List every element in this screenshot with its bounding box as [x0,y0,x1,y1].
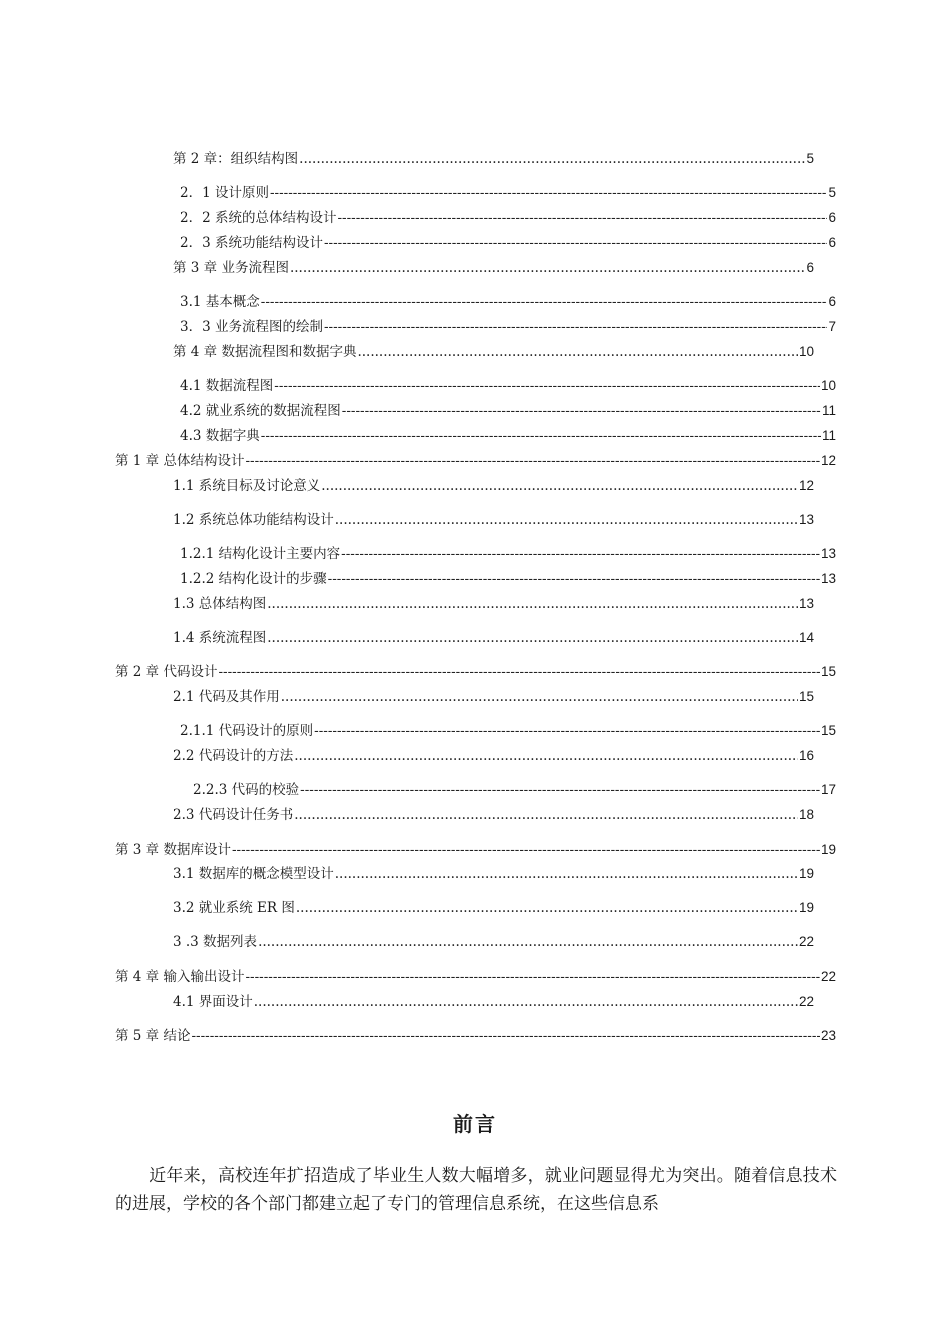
toc-entry-page: 15 [798,689,814,704]
toc-entry-page: 15 [820,723,836,738]
toc-entry[interactable] [115,841,836,859]
toc-entry-label: 3.2 就业系统 ER 图 [173,900,295,916]
toc-entry[interactable] [173,688,814,706]
toc-entry-label: 第 5 章 结论 [115,1028,191,1044]
toc-entry-page: 5 [806,151,814,166]
toc-entry-page: 10 [820,378,836,393]
toc-entry[interactable] [193,781,836,799]
toc-entry[interactable] [173,343,814,361]
toc-entry-label: 4.2 就业系统的数据流程图 [180,403,341,419]
toc-entry[interactable] [173,259,814,277]
toc-entry-label: 第 3 章 业务流程图 [173,260,289,276]
toc-entry-label: 1.2.2 结构化设计的步骤 [180,571,327,587]
toc-entry-page: 23 [820,1028,836,1043]
toc-entry-page: 10 [798,344,814,359]
toc-entry-label: 3．3 业务流程图的绘制 [180,319,323,335]
preface-paragraph [115,1162,837,1218]
toc-entry-page: 6 [806,260,814,275]
toc-entry-label: 第 4 章 输入输出设计 [115,969,245,985]
toc-entry-label: 2．3 系统功能结构设计 [180,235,323,251]
toc-entry-page: 18 [798,807,814,822]
toc-entry[interactable] [173,899,814,917]
toc-entry[interactable] [173,865,814,883]
toc-entry-label: 2.3 代码设计任务书 [173,807,294,823]
toc-entry[interactable] [180,293,836,311]
toc-entry-page: 6 [828,294,836,309]
toc-entry-page: 6 [828,235,836,250]
toc-entry-label: 第 1 章 总体结构设计 [115,453,245,469]
toc-entry-page: 22 [798,934,814,949]
toc-entry[interactable] [180,318,836,336]
toc-entry[interactable] [173,993,814,1011]
toc-entry[interactable] [173,595,814,613]
toc-entry[interactable] [115,452,836,470]
toc-entry[interactable] [115,968,836,986]
toc-entry-label: 1.3 总体结构图 [173,596,267,612]
toc-entry-page: 11 [821,403,836,418]
toc-entry-page: 6 [828,210,836,225]
toc-entry-label: 2．2 系统的总体结构设计 [180,210,337,226]
toc-entry[interactable] [180,402,836,420]
toc-entry[interactable] [180,209,836,227]
toc-entry[interactable] [180,184,836,202]
toc-entry[interactable] [173,933,814,951]
toc-entry-label: 第 2 章：组织结构图 [173,151,299,167]
toc-entry-label: 1.4 系统流程图 [173,630,267,646]
toc-entry[interactable] [115,1027,836,1045]
toc-entry-label: 2.2.3 代码的校验 [193,782,300,798]
toc-entry[interactable] [173,150,814,168]
toc-entry-page: 17 [820,782,836,797]
preface-text: 近年来，高校连年扩招造成了毕业生人数大幅增多，就业问题显得尤为突出。随着信息技术的进展，学校的各个部门都建立起了专门的管理信息系统，在这些信息系 [115,1166,837,1214]
toc-entry-page: 16 [798,748,814,763]
toc-entry[interactable] [180,570,836,588]
toc-entry[interactable] [180,722,836,740]
toc-entry-page: 15 [820,664,836,679]
toc-entry-page: 12 [798,478,814,493]
toc-entry-label: 第 4 章 数据流程图和数据字典 [173,344,357,360]
toc-entry-label: 4.3 数据字典 [180,428,260,444]
toc-entry-label: 1.2.1 结构化设计主要内容 [180,546,341,562]
toc-entry-label: 1.1 系统目标及讨论意义 [173,478,321,494]
toc-entry-label: 2.2 代码设计的方法 [173,748,294,764]
toc-entry-page: 19 [820,842,836,857]
toc-entry-label: 4.1 界面设计 [173,994,253,1010]
toc-entry[interactable] [173,511,814,529]
toc-entry-page: 19 [798,866,814,881]
toc-entry[interactable] [173,747,814,765]
toc-entry[interactable] [180,545,836,563]
toc-entry-page: 22 [798,994,814,1009]
toc-entry-page: 7 [828,319,836,334]
toc-entry[interactable] [173,477,814,495]
preface-title: 前言 [453,1112,497,1136]
toc-entry[interactable] [180,377,836,395]
toc-entry-page: 14 [798,630,814,645]
toc-entry[interactable] [180,234,836,252]
toc-entry-label: 第 2 章 代码设计 [115,664,218,680]
toc-entry-label: 2．1 设计原则 [180,185,269,201]
toc-entry-label: 4.1 数据流程图 [180,378,274,394]
toc-entry-label: 3.1 基本概念 [180,294,260,310]
toc-entry-page: 13 [820,571,836,586]
toc-entry-page: 13 [820,546,836,561]
toc-entry-label: 1.2 系统总体功能结构设计 [173,512,334,528]
toc-entry-page: 13 [798,512,814,527]
toc-entry[interactable] [115,663,836,681]
toc-entry-label: 3.1 数据库的概念模型设计 [173,866,334,882]
toc-entry[interactable] [173,806,814,824]
toc-entry-label: 3 .3 数据列表 [173,934,258,950]
toc-entry-label: 2.1 代码及其作用 [173,689,280,705]
toc-entry-label: 第 3 章 数据库设计 [115,842,231,858]
toc-entry-page: 12 [820,453,836,468]
toc-entry-label: 2.1.1 代码设计的原则 [180,723,314,739]
toc-entry-page: 19 [798,900,814,915]
toc-entry-page: 5 [828,185,836,200]
toc-entry-page: 13 [798,596,814,611]
toc-entry[interactable] [180,427,836,445]
toc-entry-page: 11 [821,428,836,443]
toc-entry[interactable] [173,629,814,647]
toc-entry-page: 22 [820,969,836,984]
